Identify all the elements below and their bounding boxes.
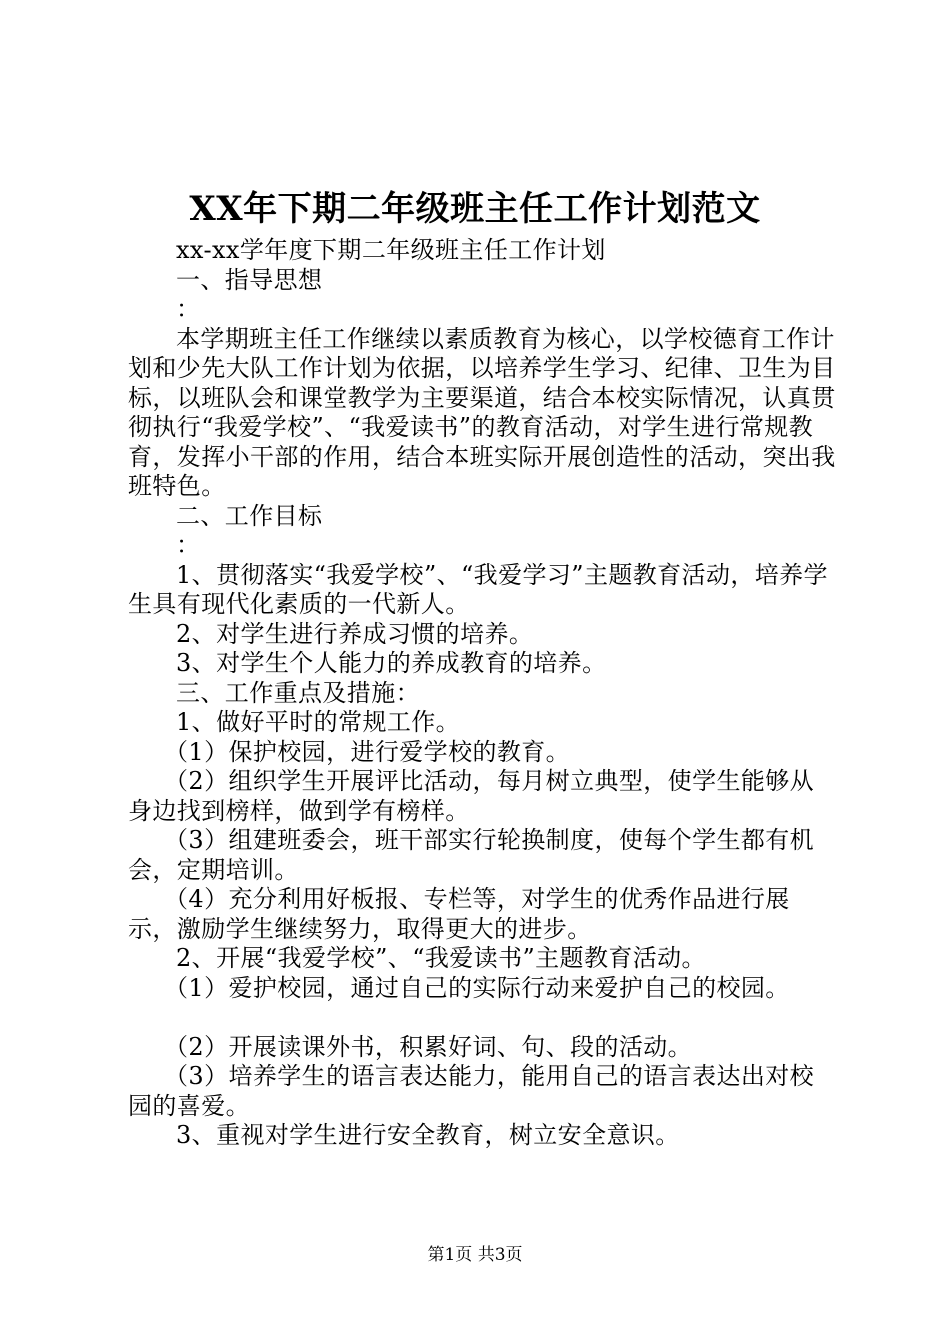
blank-line xyxy=(128,1003,838,1033)
measure-subitem: （3）培养学生的语言表达能力，能用自己的语言表达出对校园的喜爱。 xyxy=(128,1062,815,1120)
heading-key-measures: 三、工作重点及措施： xyxy=(176,678,420,707)
measure-subitem: （2）组织学生开展评比活动，每月树立典型，使学生能够从身边找到榜样，做到学有榜样。 xyxy=(128,767,815,825)
measure-subitem: （3）组建班委会，班干部实行轮换制度，使每个学生都有机会，定期培训。 xyxy=(128,826,815,884)
heading-work-goals: 二、工作目标 xyxy=(176,501,323,530)
measure-item-1: 1、做好平时的常规工作。 xyxy=(176,708,461,736)
colon-line: ： xyxy=(176,531,201,559)
paragraph-guiding-idea: 本学期班主任工作继续以素质教育为核心，以学校德育工作计划和少先大队工作计划为依据，以培养学生学习、纪律、卫生为目标，以班队会和课堂教学为主要渠道，结合本校实际情况，认真贯彻执行“我爱学校”、“我爱读书”的教育活动，对学生进行常规教育，发挥小干部的作用，结合本班实际开展创造性的活动，突出我班特色。 xyxy=(128,324,836,500)
measure-item-3: 3、重视对学生进行安全教育，树立安全意识。 xyxy=(176,1121,680,1149)
document-body xyxy=(128,236,838,1151)
measure-subitem: （1）保护校园，进行爱学校的教育。 xyxy=(164,737,571,766)
goal-item-2: 2、对学生进行养成习惯的培养。 xyxy=(176,619,534,648)
colon-line: ： xyxy=(176,295,201,323)
measure-item-2: 2、开展“我爱学校”、“我爱读书”主题教育活动。 xyxy=(176,944,706,972)
page-number-footer: 第1页 共3页 xyxy=(427,1245,523,1265)
measure-subitem: （4）充分利用好板报、专栏等，对学生的优秀作品进行展示，激励学生继续努力，取得更大的进步。 xyxy=(128,885,790,943)
measure-subitem: （1）爱护校园，通过自己的实际行动来爱护自己的校园。 xyxy=(164,973,790,1002)
goal-item-3: 3、对学生个人能力的养成教育的培养。 xyxy=(176,649,607,677)
measure-subitem: （2）开展读课外书，积累好词、句、段的活动。 xyxy=(164,1032,693,1061)
goal-item-1: 1、贯彻落实“我爱学校”、“我爱学习”主题教育活动，培养学生具有现代化素质的一代新人。 xyxy=(128,560,828,618)
page-title: XX年下期二年级班主任工作计划范文 xyxy=(189,189,761,229)
heading-guiding-idea: 一、指导思想 xyxy=(176,265,323,294)
paragraph-subtitle: xx-xx学年度下期二年级班主任工作计划 xyxy=(176,236,606,264)
